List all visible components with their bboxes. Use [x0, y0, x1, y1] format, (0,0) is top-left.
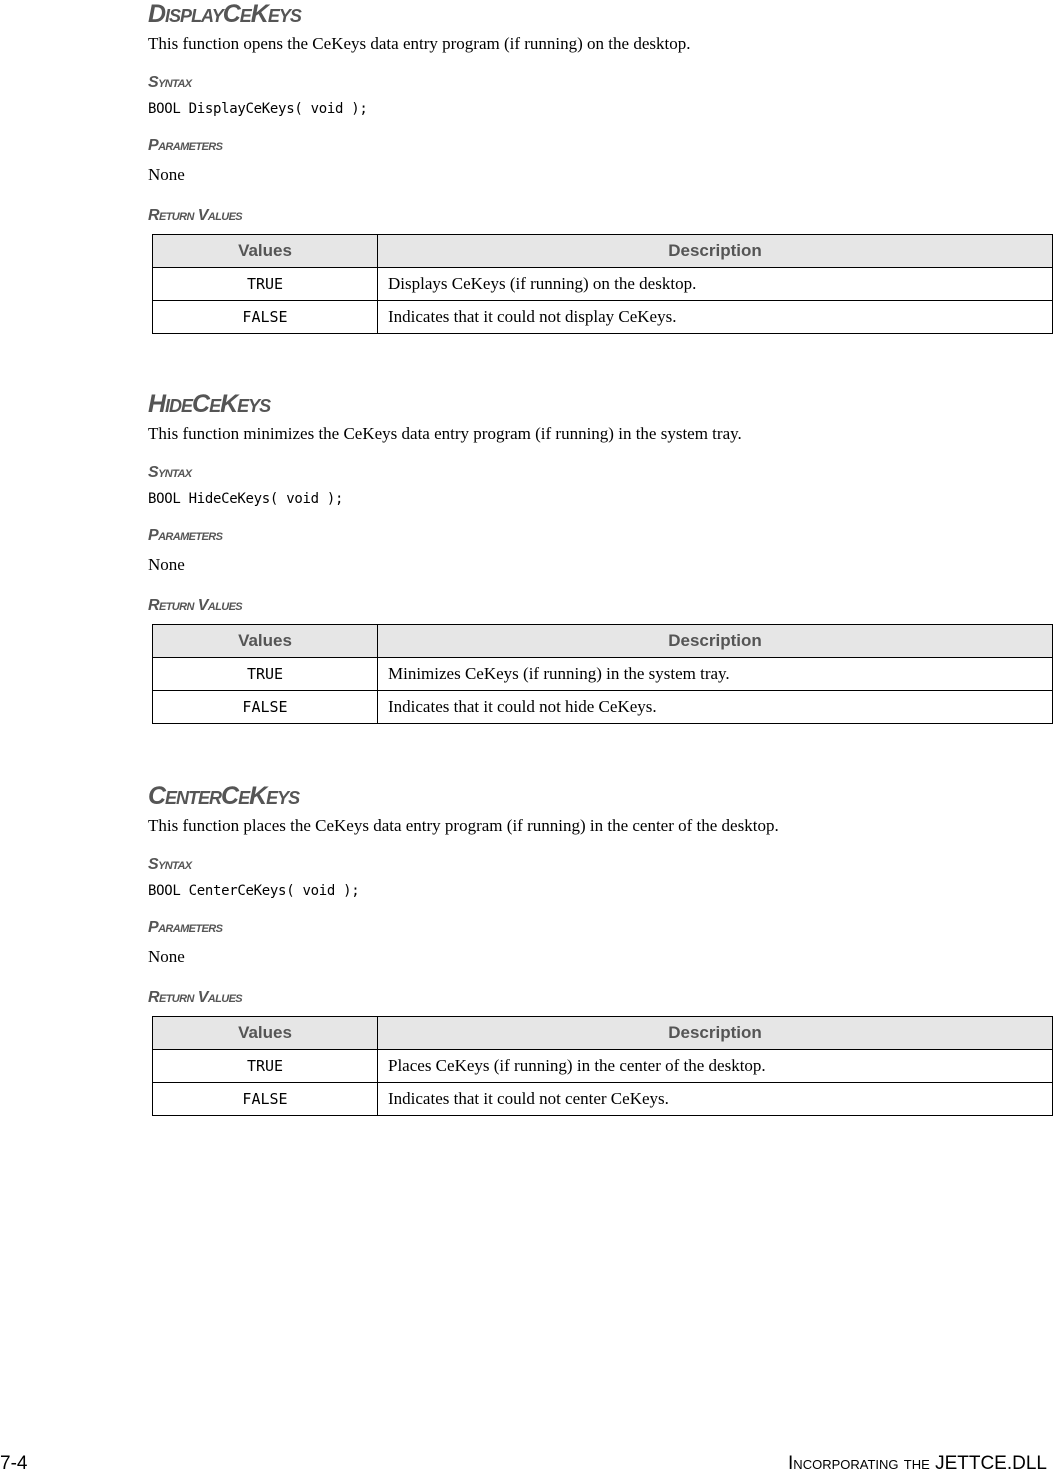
syntax-code: BOOL CenterCeKeys( void );: [148, 883, 360, 899]
table-cell-description: Indicates that it could not display CeKeys.: [378, 301, 1053, 334]
description-column-header: Description: [378, 235, 1053, 268]
function-section-hidecekeys: [148, 390, 1053, 724]
table-cell-description: Indicates that it could not hide CeKeys.: [378, 691, 1053, 724]
return-values-table: [152, 234, 1053, 334]
table-cell-value: TRUE: [153, 268, 378, 301]
values-column-header: Values: [153, 1017, 378, 1050]
function-title: CenterCeKeys: [148, 782, 300, 810]
return-values-table: [152, 1016, 1053, 1116]
table-cell-description: Displays CeKeys (if running) on the desktop.: [378, 268, 1053, 301]
page-number: 7-4: [0, 1453, 28, 1474]
table-cell-value: FALSE: [153, 301, 378, 334]
parameters-heading: Parameters: [148, 919, 223, 936]
parameters-text: None: [148, 947, 185, 966]
values-column-header: Values: [153, 235, 378, 268]
table-header-row: [153, 625, 1053, 658]
return-values-table: [152, 624, 1053, 724]
function-description: This function places the CeKeys data entry program (if running) in the center of the desktop.: [148, 816, 779, 835]
table-cell-description: Minimizes CeKeys (if running) in the system tray.: [378, 658, 1053, 691]
return-values-heading: Return Values: [148, 989, 243, 1006]
parameters-text: None: [148, 165, 185, 184]
table-cell-description: Places CeKeys (if running) in the center of the desktop.: [378, 1050, 1053, 1083]
chapter-title: Incorporating the JETTCE.DLL: [788, 1453, 1047, 1474]
syntax-code: BOOL HideCeKeys( void );: [148, 491, 344, 507]
table-cell-value: FALSE: [153, 691, 378, 724]
description-column-header: Description: [378, 625, 1053, 658]
table-cell-value: TRUE: [153, 658, 378, 691]
table-row: [153, 1083, 1053, 1116]
parameters-heading: Parameters: [148, 527, 223, 544]
function-section-displaycekeys: [148, 0, 1053, 334]
return-values-heading: Return Values: [148, 597, 243, 614]
table-row: [153, 268, 1053, 301]
return-values-heading: Return Values: [148, 207, 243, 224]
parameters-text: None: [148, 555, 185, 574]
syntax-heading: Syntax: [148, 464, 192, 481]
table-header-row: [153, 235, 1053, 268]
table-row: [153, 301, 1053, 334]
table-header-row: [153, 1017, 1053, 1050]
function-description: This function opens the CeKeys data entry program (if running) on the desktop.: [148, 34, 691, 53]
table-cell-value: FALSE: [153, 1083, 378, 1116]
function-description: This function minimizes the CeKeys data entry program (if running) in the system tray.: [148, 424, 742, 443]
description-column-header: Description: [378, 1017, 1053, 1050]
values-column-header: Values: [153, 625, 378, 658]
function-title: HideCeKeys: [148, 390, 271, 418]
function-section-centercekeys: [148, 782, 1053, 1116]
function-title: DisplayCeKeys: [148, 0, 301, 28]
table-row: [153, 658, 1053, 691]
parameters-heading: Parameters: [148, 137, 223, 154]
syntax-heading: Syntax: [148, 856, 192, 873]
table-row: [153, 691, 1053, 724]
table-cell-value: TRUE: [153, 1050, 378, 1083]
table-row: [153, 1050, 1053, 1083]
syntax-code: BOOL DisplayCeKeys( void );: [148, 101, 368, 117]
table-cell-description: Indicates that it could not center CeKeys.: [378, 1083, 1053, 1116]
syntax-heading: Syntax: [148, 74, 192, 91]
